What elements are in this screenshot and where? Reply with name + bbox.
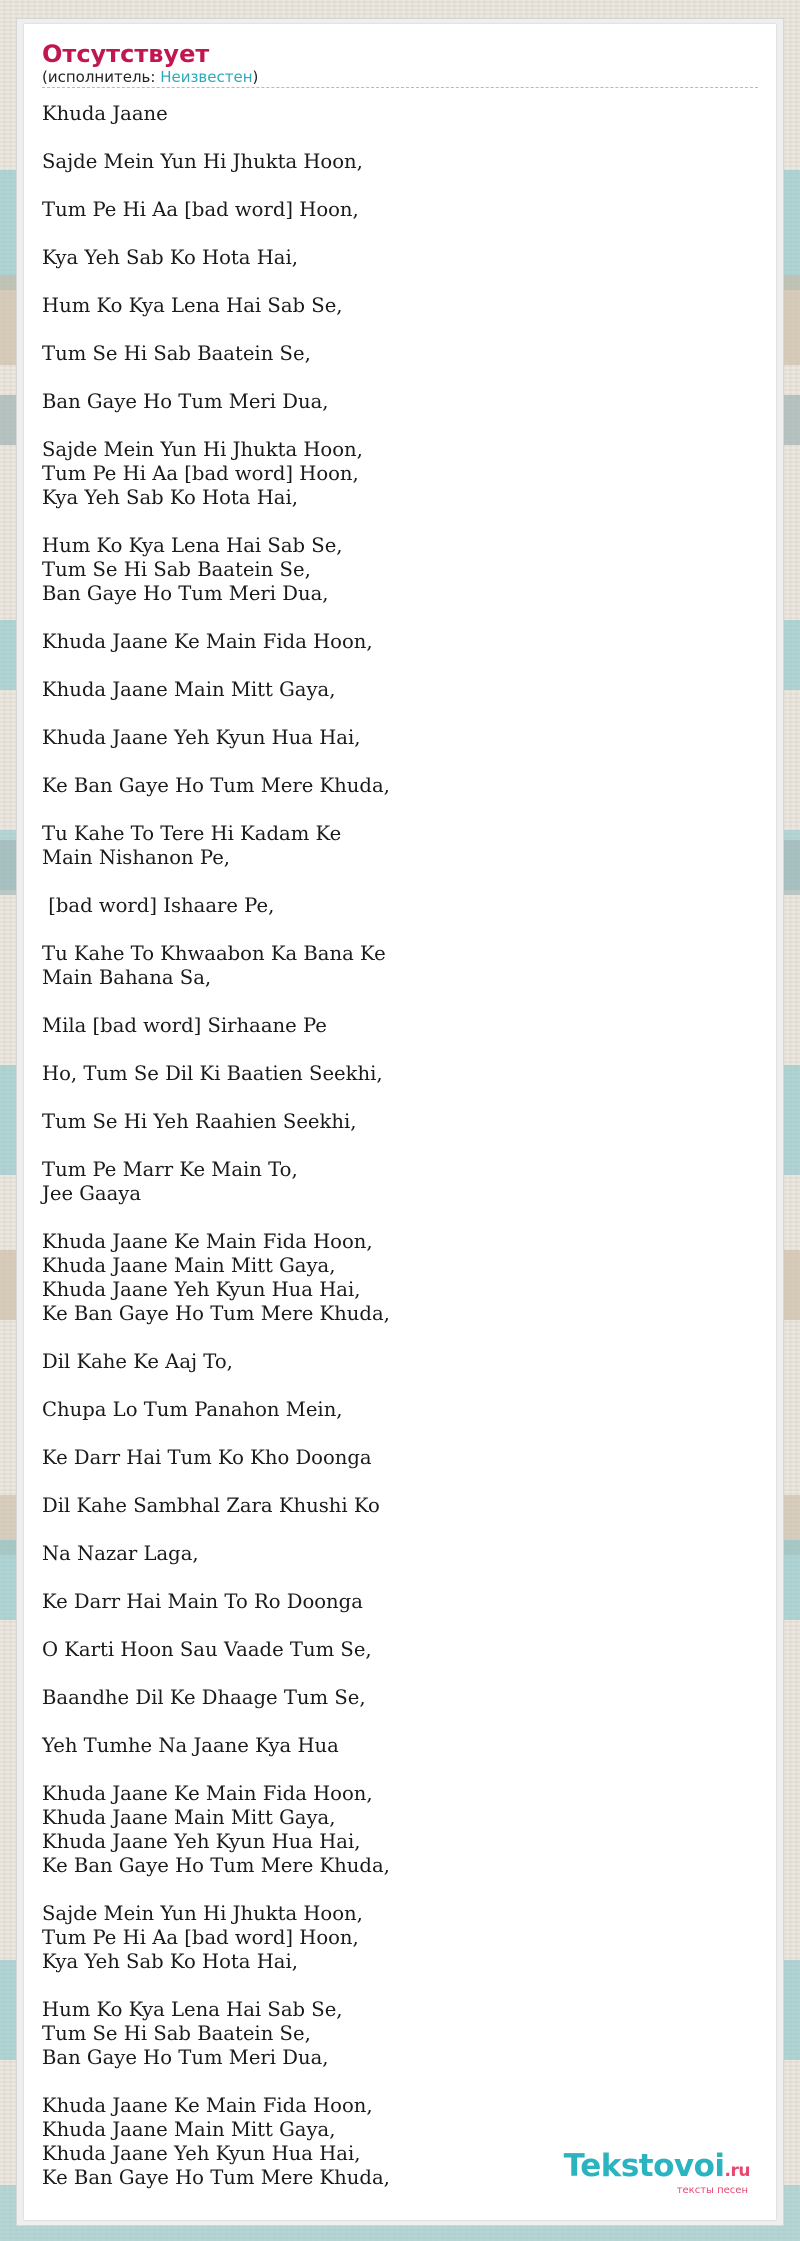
lyric-line: Baandhe Dil Ke Dhaage Tum Se, (42, 1686, 366, 1709)
lyric-line: Tu Kahe To Tere Hi Kadam Ke (42, 822, 342, 845)
lyric-line (42, 174, 758, 198)
lyric-line (42, 1662, 758, 1686)
lyric-line: Main Bahana Sa, (42, 966, 212, 989)
lyric-line: Kya Yeh Sab Ko Hota Hai, (42, 246, 298, 269)
lyric-line: Khuda Jaane Yeh Kyun Hua Hai, (42, 2142, 361, 2165)
lyric-line (42, 510, 758, 534)
lyric-line: Khuda Jaane Main Mitt Gaya, (42, 2118, 336, 2141)
lyric-line: Ke Ban Gaye Ho Tum Mere Khuda, (42, 2166, 390, 2189)
lyric-line: Khuda Jaane Ke Main Fida Hoon, (42, 630, 373, 653)
lyric-line: Khuda Jaane Ke Main Fida Hoon, (42, 1230, 373, 1253)
lyric-line: Sajde Mein Yun Hi Jhukta Hoon, (42, 438, 363, 461)
lyric-line: Dil Kahe Sambhal Zara Khushi Ko (42, 1494, 380, 1517)
lyric-line: Sajde Mein Yun Hi Jhukta Hoon, (42, 150, 363, 173)
lyric-line (42, 1326, 758, 1350)
lyric-line: Ban Gaye Ho Tum Meri Dua, (42, 582, 329, 605)
lyric-line: Ke Darr Hai Tum Ko Kho Doonga (42, 1446, 372, 1469)
lyrics-text (42, 102, 758, 2190)
lyric-line: Main Nishanon Pe, (42, 846, 231, 869)
lyric-line: Na Nazar Laga, (42, 1542, 199, 1565)
lyric-line (42, 990, 758, 1014)
lyric-line (42, 1566, 758, 1590)
lyric-line: Tum Se Hi Yeh Raahien Seekhi, (42, 1110, 357, 1133)
lyric-line (42, 1374, 758, 1398)
artist-suffix: ) (252, 68, 259, 86)
lyric-line: Tum Pe Marr Ke Main To, (42, 1158, 298, 1181)
lyric-line: Khuda Jaane Ke Main Fida Hoon, (42, 1782, 373, 1805)
lyric-line: Kya Yeh Sab Ko Hota Hai, (42, 486, 298, 509)
lyric-line: Hum Ko Kya Lena Hai Sab Se, (42, 534, 343, 557)
lyric-line: Ke Ban Gaye Ho Tum Mere Khuda, (42, 774, 390, 797)
artist-line (42, 68, 758, 86)
lyric-line (42, 870, 758, 894)
lyric-line: Ban Gaye Ho Tum Meri Dua, (42, 390, 329, 413)
lyric-line: Khuda Jaane Main Mitt Gaya, (42, 1806, 336, 1829)
lyric-line (42, 654, 758, 678)
lyric-line: Hum Ko Kya Lena Hai Sab Se, (42, 1998, 343, 2021)
lyric-line: Khuda Jaane (42, 102, 168, 125)
lyric-line (42, 798, 758, 822)
lyric-line (42, 1134, 758, 1158)
song-title: Отсутствует (42, 40, 210, 68)
lyric-line: Tum Pe Hi Aa [bad word] Hoon, (42, 198, 359, 221)
lyric-line: Khuda Jaane Main Mitt Gaya, (42, 678, 336, 701)
lyric-line: Yeh Tumhe Na Jaane Kya Hua (42, 1734, 339, 1757)
lyric-line (42, 2070, 758, 2094)
lyric-line: [bad word] Ishaare Pe, (42, 894, 275, 917)
logo-tld: .ru (724, 2161, 750, 2181)
lyric-line (42, 702, 758, 726)
lyric-line: O Karti Hoon Sau Vaade Tum Se, (42, 1638, 372, 1661)
lyric-line: Hum Ko Kya Lena Hai Sab Se, (42, 294, 343, 317)
lyric-line: Tum Pe Hi Aa [bad word] Hoon, (42, 1926, 359, 1949)
lyric-line (42, 606, 758, 630)
lyric-line (42, 1470, 758, 1494)
lyric-line (42, 1206, 758, 1230)
lyric-line: Khuda Jaane Main Mitt Gaya, (42, 1254, 336, 1277)
lyric-line: Mila [bad word] Sirhaane Pe (42, 1014, 327, 1037)
lyric-line: Ban Gaye Ho Tum Meri Dua, (42, 2046, 329, 2069)
lyric-line: Tum Se Hi Sab Baatein Se, (42, 342, 311, 365)
lyric-line: Khuda Jaane Yeh Kyun Hua Hai, (42, 1278, 361, 1301)
song-header (42, 40, 758, 88)
lyric-line (42, 366, 758, 390)
lyric-line (42, 1878, 758, 1902)
lyric-line: Tum Se Hi Sab Baatein Se, (42, 558, 311, 581)
lyric-line: Ke Darr Hai Main To Ro Doonga (42, 1590, 363, 1613)
lyric-line: Khuda Jaane Yeh Kyun Hua Hai, (42, 1830, 361, 1853)
lyric-line (42, 1758, 758, 1782)
lyric-line (42, 126, 758, 150)
lyric-line: Sajde Mein Yun Hi Jhukta Hoon, (42, 1902, 363, 1925)
lyric-line: Khuda Jaane Yeh Kyun Hua Hai, (42, 726, 361, 749)
lyric-line: Ho, Tum Se Dil Ki Baatien Seekhi, (42, 1062, 383, 1085)
lyric-line (42, 222, 758, 246)
artist-link[interactable]: Неизвестен (160, 68, 253, 86)
lyric-line (42, 918, 758, 942)
lyric-line: Khuda Jaane Ke Main Fida Hoon, (42, 2094, 373, 2117)
lyric-line: Tum Pe Hi Aa [bad word] Hoon, (42, 462, 359, 485)
logo-wordmark: Tekstovoi.ru (563, 2148, 750, 2184)
lyric-line (42, 1422, 758, 1446)
lyric-line: Tu Kahe To Khwaabon Ka Bana Ke (42, 942, 386, 965)
lyric-line: Ke Ban Gaye Ho Tum Mere Khuda, (42, 1302, 390, 1325)
lyric-line (42, 1038, 758, 1062)
artist-prefix: (исполнитель: (42, 68, 161, 86)
lyric-line (42, 1086, 758, 1110)
lyric-line (42, 318, 758, 342)
lyric-line: Jee Gaaya (42, 1182, 142, 1205)
lyrics-card (24, 24, 776, 2220)
logo-tagline: тексты песен (676, 2185, 748, 2196)
lyric-line (42, 1518, 758, 1542)
lyric-line (42, 1710, 758, 1734)
site-logo[interactable] (564, 2150, 750, 2196)
lyric-line: Chupa Lo Tum Panahon Mein, (42, 1398, 343, 1421)
lyric-line (42, 270, 758, 294)
lyric-line (42, 1614, 758, 1638)
lyric-line: Kya Yeh Sab Ko Hota Hai, (42, 1950, 298, 1973)
lyric-line: Ke Ban Gaye Ho Tum Mere Khuda, (42, 1854, 390, 1877)
lyric-line (42, 414, 758, 438)
lyric-line (42, 1974, 758, 1998)
lyric-line (42, 750, 758, 774)
lyric-line: Dil Kahe Ke Aaj To, (42, 1350, 233, 1373)
lyric-line: Tum Se Hi Sab Baatein Se, (42, 2022, 311, 2045)
